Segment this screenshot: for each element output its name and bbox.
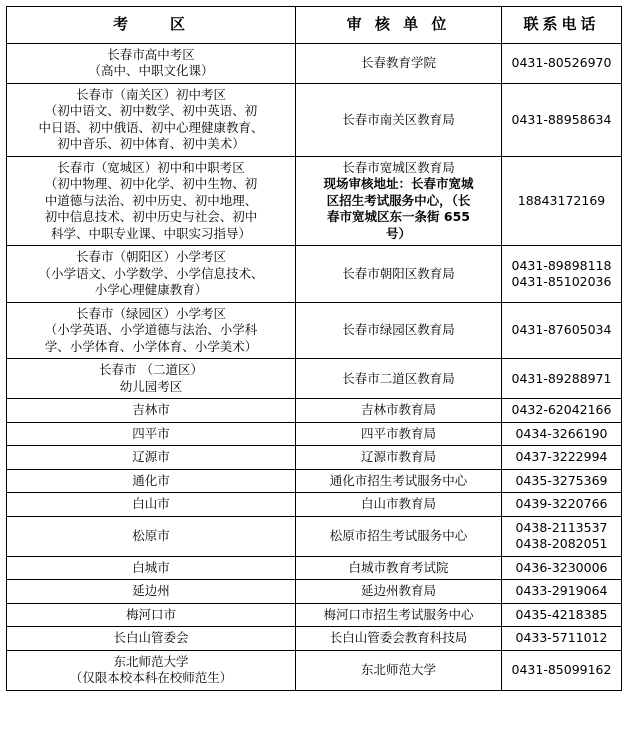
cell-phone — [502, 493, 622, 517]
phone-line: 0431-87605034 — [511, 322, 612, 338]
phone-line: 0439-3220766 — [515, 496, 608, 512]
region-line: 长春市（南关区）初中考区 — [75, 86, 226, 102]
unit-line: 延边州教育局 — [360, 583, 436, 599]
table-row — [7, 422, 622, 446]
table-row — [7, 246, 622, 303]
region-line: 辽源市 — [132, 449, 170, 465]
cell-unit — [296, 302, 502, 359]
unit-line: 四平市教育局 — [360, 425, 436, 441]
table-row — [7, 359, 622, 399]
unit-line: 通化市招生考试服务中心 — [329, 472, 468, 488]
unit-note-line: 号） — [385, 225, 411, 241]
phone-line: 0438-2113537 — [515, 519, 608, 535]
unit-line: 白城市教育考试院 — [348, 559, 449, 575]
cell-region — [7, 302, 296, 359]
cell-unit — [296, 650, 502, 690]
unit-note-line: 春市宽城区东一条街 655 — [327, 209, 470, 225]
cell-region — [7, 627, 296, 651]
cell-unit — [296, 246, 502, 303]
cell-region — [7, 156, 296, 246]
phone-line: 0431-85102036 — [511, 274, 612, 290]
cell-unit — [296, 399, 502, 423]
table-row — [7, 556, 622, 580]
cell-phone — [502, 650, 622, 690]
phone-line: 0435-4218385 — [515, 606, 608, 622]
phone-line: 0436-3230006 — [515, 559, 608, 575]
region-line: 松原市 — [132, 528, 170, 544]
cell-phone — [502, 556, 622, 580]
cell-region — [7, 580, 296, 604]
cell-region — [7, 43, 296, 83]
region-line: 吉林市 — [132, 402, 170, 418]
table-header — [7, 7, 622, 44]
table-header-row — [7, 7, 622, 44]
region-line: 学、小学体育、小学体育、小学美术） — [44, 338, 258, 354]
cell-region — [7, 516, 296, 556]
cell-unit — [296, 156, 502, 246]
region-line: 长白山管委会 — [113, 630, 189, 646]
phone-line: 0431-89898118 — [511, 257, 612, 273]
column-header-phone: 联系电话 — [502, 7, 622, 44]
unit-line: 长白山管委会教育科技局 — [329, 630, 468, 646]
unit-line: 吉林市教育局 — [360, 402, 436, 418]
cell-phone — [502, 399, 622, 423]
region-line: （小学语文、小学数学、小学信息技术、 — [38, 265, 264, 281]
region-line: （小学英语、小学道德与法治、小学科 — [44, 322, 258, 338]
exam-districts-table — [6, 6, 622, 691]
region-line: （仅限本校本科在校师范生） — [69, 670, 233, 686]
phone-line: 0431-80526970 — [511, 55, 612, 71]
table-row — [7, 603, 622, 627]
cell-phone — [502, 359, 622, 399]
cell-unit — [296, 359, 502, 399]
region-line: 长春市 （二道区） — [99, 362, 203, 378]
cell-phone — [502, 446, 622, 470]
column-header-region: 考 区 — [7, 7, 296, 44]
cell-region — [7, 359, 296, 399]
table-row — [7, 627, 622, 651]
cell-region — [7, 603, 296, 627]
region-line: 小学心理健康教育） — [94, 282, 208, 298]
region-line: （初中语文、初中数学、初中英语、初 — [44, 103, 258, 119]
cell-unit — [296, 493, 502, 517]
cell-phone — [502, 302, 622, 359]
cell-region — [7, 422, 296, 446]
cell-phone — [502, 246, 622, 303]
unit-line: 松原市招生考试服务中心 — [329, 528, 468, 544]
phone-line: 0433-5711012 — [515, 630, 608, 646]
cell-unit — [296, 43, 502, 83]
region-line: 中道德与法治、初中历史、初中地理、 — [44, 192, 258, 208]
unit-line: 东北师范大学 — [360, 662, 436, 678]
phone-line: 0438-2082051 — [515, 536, 608, 552]
cell-unit — [296, 556, 502, 580]
cell-region — [7, 650, 296, 690]
table-row — [7, 446, 622, 470]
unit-line: 长春市朝阳区教育局 — [342, 265, 455, 281]
unit-line: 长春市宽城区教育局 — [342, 159, 455, 175]
phone-line: 18843172169 — [517, 192, 606, 208]
region-line: 长春市（宽城区）初中和中职考区 — [57, 159, 245, 175]
cell-region — [7, 83, 296, 156]
region-line: 科学、中职专业课、中职实习指导） — [50, 225, 251, 241]
table-row — [7, 469, 622, 493]
cell-region — [7, 493, 296, 517]
unit-line: 长春市二道区教育局 — [342, 370, 455, 386]
table-row — [7, 43, 622, 83]
cell-phone — [502, 43, 622, 83]
table-row — [7, 302, 622, 359]
unit-line: 梅河口市招生考试服务中心 — [323, 606, 474, 622]
cell-unit — [296, 580, 502, 604]
cell-unit — [296, 469, 502, 493]
phone-line: 0435-3275369 — [515, 472, 608, 488]
phone-line: 0434-3266190 — [515, 425, 608, 441]
region-line: 白城市 — [132, 559, 170, 575]
unit-note-line: 现场审核地址：长春市宽城 — [323, 176, 474, 192]
phone-line: 0437-3222994 — [515, 449, 608, 465]
unit-line: 白山市教育局 — [360, 496, 436, 512]
cell-phone — [502, 603, 622, 627]
column-header-unit: 审 核 单 位 — [296, 7, 502, 44]
table-row — [7, 83, 622, 156]
region-line: 初中音乐、初中体育、初中美术） — [57, 136, 245, 152]
unit-line: 长春市绿园区教育局 — [342, 322, 455, 338]
unit-line: 长春教育学院 — [360, 55, 436, 71]
region-line: 中日语、初中俄语、初中心理健康教育、 — [38, 119, 264, 135]
cell-unit — [296, 627, 502, 651]
table-row — [7, 156, 622, 246]
region-line: 长春市（朝阳区）小学考区 — [75, 249, 226, 265]
cell-phone — [502, 580, 622, 604]
region-line: 长春市高中考区 — [107, 46, 195, 62]
cell-unit — [296, 422, 502, 446]
phone-line: 0432-62042166 — [511, 402, 612, 418]
cell-region — [7, 469, 296, 493]
table-row — [7, 516, 622, 556]
region-line: 延边州 — [132, 583, 170, 599]
cell-unit — [296, 446, 502, 470]
table-row — [7, 650, 622, 690]
cell-region — [7, 556, 296, 580]
table-row — [7, 493, 622, 517]
cell-phone — [502, 422, 622, 446]
table-body — [7, 43, 622, 690]
table-row — [7, 399, 622, 423]
cell-unit — [296, 83, 502, 156]
region-line: 四平市 — [132, 425, 170, 441]
phone-line: 0431-88958634 — [511, 111, 612, 127]
unit-note-line: 区招生考试服务中心，（长 — [326, 192, 471, 208]
region-line: （初中物理、初中化学、初中生物、初 — [44, 176, 258, 192]
cell-region — [7, 246, 296, 303]
cell-region — [7, 446, 296, 470]
region-line: 东北师范大学 — [113, 653, 189, 669]
phone-line: 0433-2919064 — [515, 583, 608, 599]
phone-line: 0431-85099162 — [511, 662, 612, 678]
cell-phone — [502, 469, 622, 493]
region-line: 长春市（绿园区）小学考区 — [75, 305, 226, 321]
region-line: 通化市 — [132, 472, 170, 488]
cell-region — [7, 399, 296, 423]
region-line: （高中、中职文化课） — [88, 63, 214, 79]
cell-phone — [502, 156, 622, 246]
region-line: 幼儿园考区 — [119, 378, 183, 394]
table-row — [7, 580, 622, 604]
cell-phone — [502, 516, 622, 556]
region-line: 初中信息技术、初中历史与社会、初中 — [44, 209, 258, 225]
region-line: 白山市 — [132, 496, 170, 512]
cell-phone — [502, 627, 622, 651]
cell-unit — [296, 516, 502, 556]
region-line: 梅河口市 — [125, 606, 176, 622]
phone-line: 0431-89288971 — [511, 370, 612, 386]
unit-line: 辽源市教育局 — [360, 449, 436, 465]
unit-line: 长春市南关区教育局 — [342, 111, 455, 127]
cell-phone — [502, 83, 622, 156]
cell-unit — [296, 603, 502, 627]
